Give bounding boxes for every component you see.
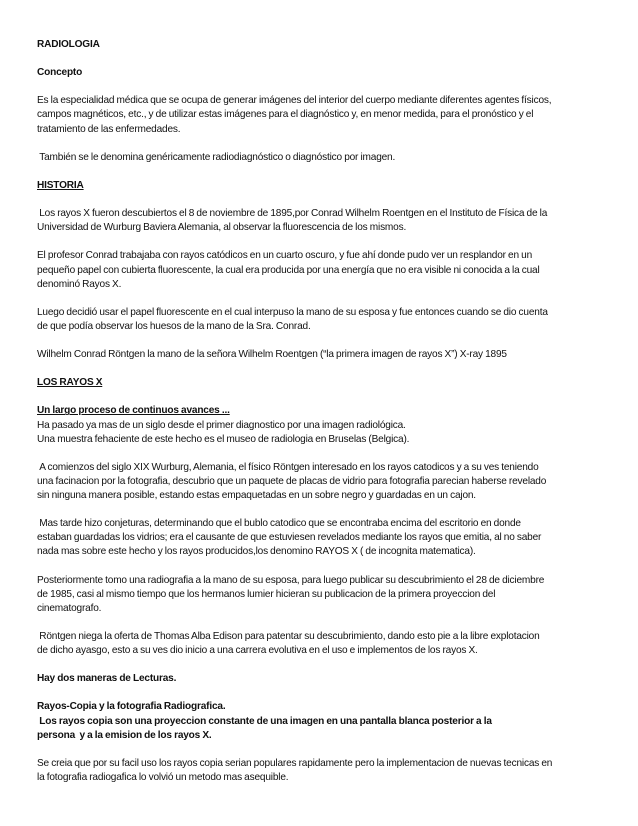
heading-los-rayos-x: LOS RAYOS X (37, 377, 103, 389)
paragraph-historia-discovery: Los rayos X fueron descubiertos el 8 de noviembre de 1895,por Conrad Wilhelm Roentgen en el Instituto de Física de la Universidad de Wurburg Baviera Alemania, al observar la fluorescencia de los mismos. (37, 208, 548, 234)
document-title: RADIOLOGIA (37, 39, 100, 50)
heading-historia: HISTORIA (37, 179, 84, 191)
paragraph-rayos-conjeturas: Mas tarde hizo conjeturas, determinando que el bublo catodico que se encontraba encima del escritorio en donde estaban guardadas los vidrios; era el causante de que estuviesen revelados mediante los rayos que emitia, al no saber nada mas sobre este hecho y los rayos producidos,los denomino RAYOS X ( de incognita matematica). (37, 518, 542, 558)
paragraph-rayos-copia: Rayos-Copia y la fotografia Radiografica. Los rayos copia son una proyeccion constante de una imagen en una pantalla blanca posterior a la persona y a la emision de los rayos X. (37, 701, 492, 741)
paragraph-historia-hand: Luego decidió usar el papel fluorescente en el cual interpuso la mano de su esposa y fue entonces cuando se dio cuenta de que podía observar los huesos de la mano de la Sra. Conrad. (37, 306, 548, 332)
subheading-proceso: Un largo proceso de continuos avances ... (37, 405, 230, 417)
paragraph-rayos-edison: Röntgen niega la oferta de Thomas Alba Edison para patentar su descubrimiento, dando esto pie a la libre explotacion de dicho ayasgo, esto a su ves dio inicio a una carrera evolutiva en el uso e implementos de los rayos X. (37, 630, 540, 657)
paragraph-proceso: Ha pasado ya mas de un siglo desde el primer diagnostico por una imagen radiológica. Una muestra fehaciente de este hecho es el museo de radiologia en Bruselas (Belgica). (37, 419, 410, 445)
heading-concepto: Concepto (37, 67, 83, 79)
paragraph-historia-caption: Wilhelm Conrad Röntgen la mano de la señora Wilhelm Roentgen (“la primera imagen de rayos X”) X-ray 1895 (37, 349, 507, 361)
paragraph-historia-experiment: El profesor Conrad trabajaba con rayos catódicos en un cuarto oscuro, y fue ahí donde pudo ver un resplandor en un pequeño papel con cubierta fluorescente, la cual era producida por una energía que no era visible ni conocida a la cual denominó Rayos X. (37, 250, 540, 290)
paragraph-concepto-alias: También se le denomina genéricamente radiodiagnóstico o diagnóstico por imagen. (37, 151, 396, 163)
heading-lecturas: Hay dos maneras de Lecturas. (37, 673, 177, 685)
paragraph-rayos-comienzos: A comienzos del siglo XIX Wurburg, Alemania, el físico Röntgen interesado en los rayos catodicos y a su ves teniendo una facinacion por la fotografia, descubrio que un paquete de placas de vidrio para fotografia parecian haberse revelado sin ninguna manera posible, estando estas empaquetadas en un sobre negro y guardadas en un cajon. (37, 461, 547, 501)
paragraph-final: Se creia que por su facil uso los rayos copia serian populares rapidamente pero la implementacion de nuevas tecnicas en la fotografia radiogafica lo volvió un metodo mas asequible. (37, 757, 553, 783)
paragraph-rayos-radiografia: Posteriormente tomo una radiografia a la mano de su esposa, para luego publicar su descubrimiento el 28 de diciembre de 1985, casi al mismo tiempo que los hermanos lumier hicieran su publicacion de la primera proyeccion del cinematografo. (37, 574, 545, 614)
paragraph-concepto-definition: Es la especialidad médica que se ocupa de generar imágenes del interior del cuerpo mediante diferentes agentes físicos, campos magnéticos, etc., y de utilizar estas imágenes para el diagnóstico y, en menor medida, para el pronóstico y el tratamiento de las enfermedades. (37, 95, 552, 135)
